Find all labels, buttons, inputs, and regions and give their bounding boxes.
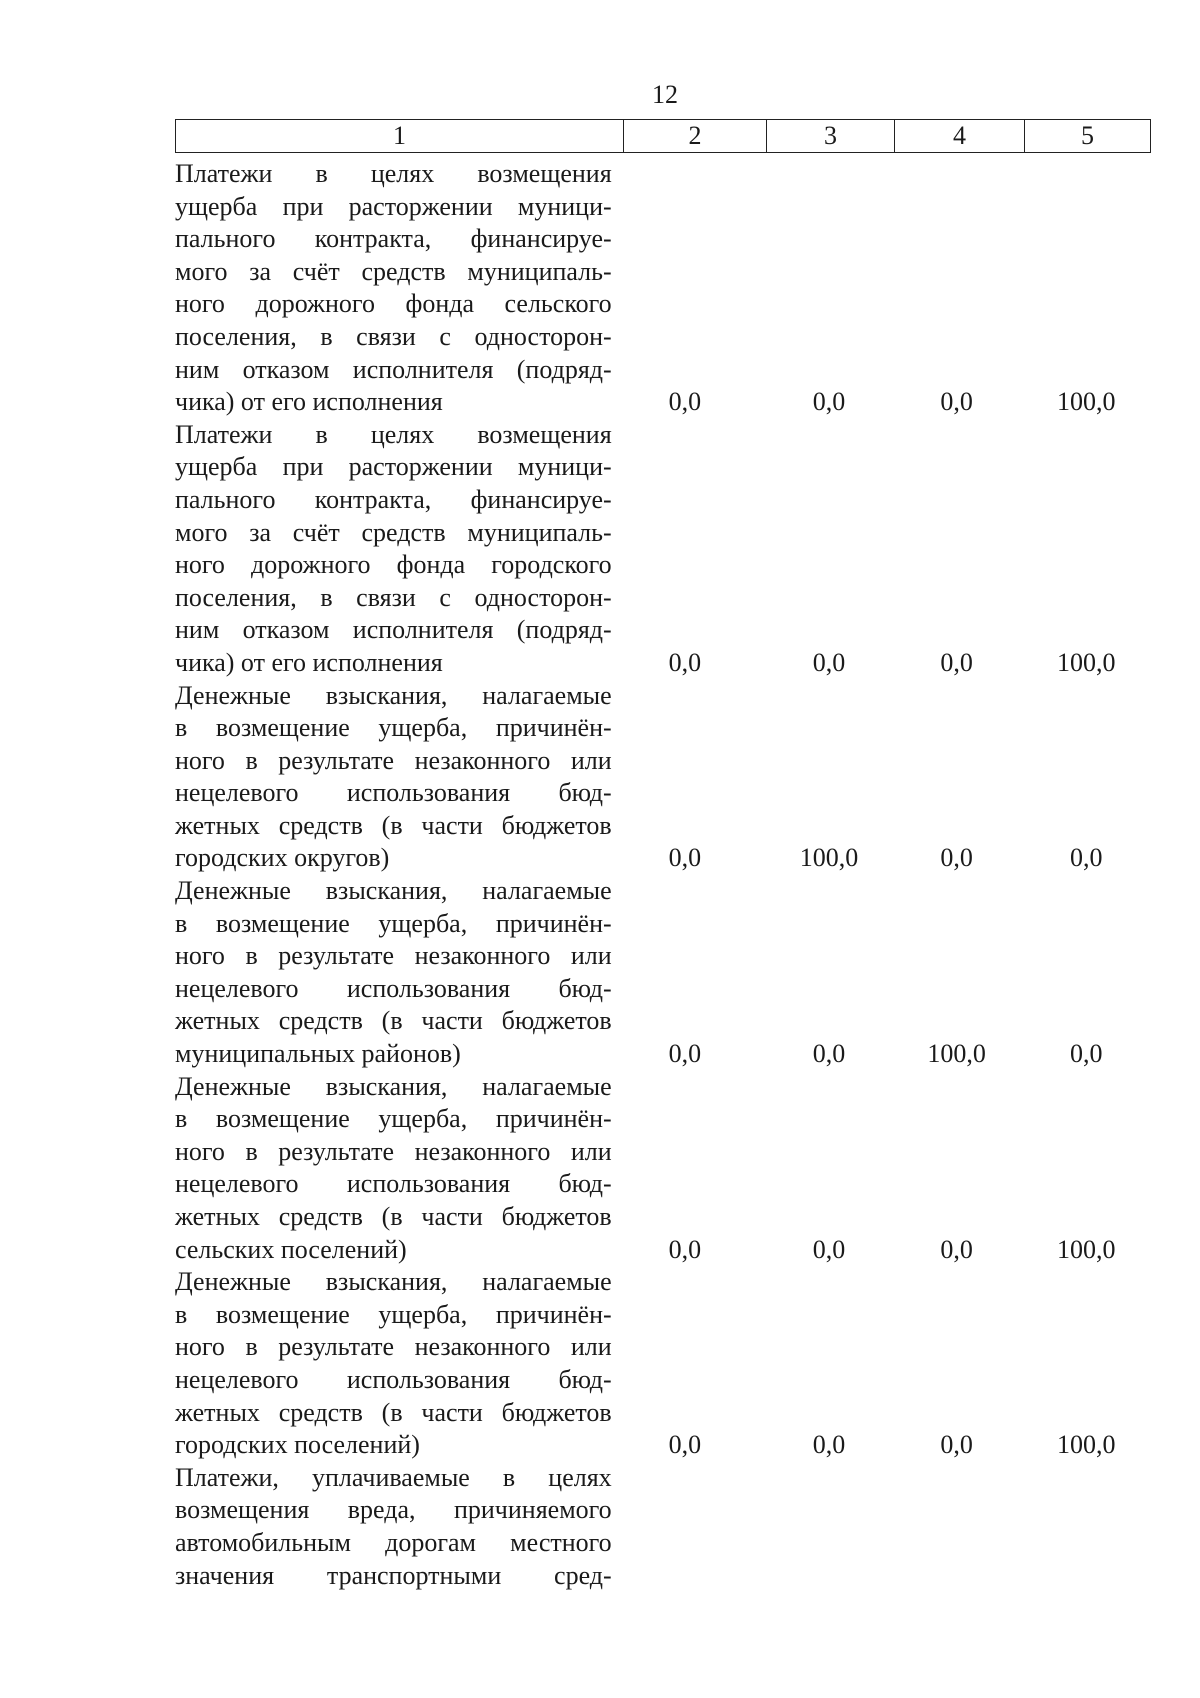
description-line: Денежные взыскания, налагаемые — [175, 1071, 612, 1101]
description-line: поселения, в связи с односторон- — [175, 582, 612, 612]
row-value-col-5: 100,0 — [1056, 647, 1116, 677]
description-line: в возмещение ущерба, причинён- — [175, 713, 612, 743]
description-line: поселения, в связи с односторон- — [175, 321, 612, 351]
row-description — [175, 1462, 612, 1592]
row-value-col-2: 0,0 — [668, 387, 702, 417]
description-line: нецелевого использования бюд- — [175, 973, 612, 1003]
table-row — [175, 875, 1151, 1071]
row-description — [175, 419, 612, 680]
row-value-col-3: 0,0 — [812, 1234, 846, 1264]
header-col-1: 1 — [176, 120, 624, 152]
table-row — [175, 1462, 1151, 1592]
table-row — [175, 419, 1151, 680]
row-value-col-2: 0,0 — [668, 647, 702, 677]
description-line: возмещения вреда, причиняемого — [175, 1495, 612, 1525]
row-description — [175, 158, 612, 419]
description-line: Платежи, уплачиваемые в целях — [175, 1462, 612, 1492]
description-line: городских округов) — [175, 843, 390, 873]
description-line: жетных средств (в части бюджетов — [175, 810, 612, 840]
description-line: в возмещение ущерба, причинён- — [175, 1104, 612, 1134]
description-line: в возмещение ущерба, причинён- — [175, 1299, 612, 1329]
table-row — [175, 1071, 1151, 1267]
description-line: жетных средств (в части бюджетов — [175, 1006, 612, 1036]
description-line: ущерба при расторжении муници- — [175, 191, 612, 221]
row-value-col-4: 0,0 — [940, 1430, 973, 1460]
description-line: мого за счёт средств муниципаль- — [175, 517, 612, 547]
row-value-col-5: 0,0 — [1069, 1039, 1103, 1069]
row-value-col-5: 100,0 — [1056, 387, 1116, 417]
description-line: нецелевого использования бюд- — [175, 1169, 612, 1199]
row-value-col-3: 0,0 — [812, 1039, 846, 1069]
row-value-col-5: 100,0 — [1056, 1234, 1116, 1264]
description-line: ним отказом исполнителя (подряд- — [175, 615, 612, 645]
row-value-col-2: 0,0 — [668, 1234, 702, 1264]
description-line: Платежи в целях возмещения — [175, 419, 612, 449]
description-line: Денежные взыскания, налагаемые — [175, 680, 612, 710]
row-value-col-3: 0,0 — [812, 1430, 846, 1460]
row-value-col-3: 100,0 — [799, 843, 859, 873]
description-line: ного дорожного фонда городского — [175, 550, 612, 580]
table-body — [175, 158, 1151, 1592]
table-row — [175, 1266, 1151, 1462]
row-value-col-5: 0,0 — [1069, 843, 1103, 873]
description-line: жетных средств (в части бюджетов — [175, 1397, 612, 1427]
table-row — [175, 158, 1151, 419]
description-line: ного в результате незаконного или — [175, 1332, 612, 1362]
description-line: нецелевого использования бюд- — [175, 1364, 612, 1394]
description-line: чика) от его исполнения — [175, 387, 443, 417]
header-col-2: 2 — [624, 120, 767, 152]
description-line: Денежные взыскания, налагаемые — [175, 1267, 612, 1297]
row-value-col-4: 0,0 — [940, 1234, 973, 1264]
row-description — [175, 1266, 612, 1462]
description-line: жетных средств (в части бюджетов — [175, 1202, 612, 1231]
description-line: ним отказом исполнителя (подряд- — [175, 354, 612, 384]
row-value-col-4: 0,0 — [940, 843, 973, 873]
table-row — [175, 680, 1151, 876]
row-description — [175, 875, 612, 1071]
row-value-col-3: 0,0 — [812, 387, 846, 417]
description-line: в возмещение ущерба, причинён- — [175, 908, 612, 938]
description-line: пального контракта, финансируе- — [175, 484, 612, 514]
description-line: чика) от его исполнения — [175, 647, 443, 677]
header-col-4: 4 — [895, 120, 1025, 152]
header-col-3: 3 — [767, 120, 895, 152]
description-line: ного в результате незаконного или — [175, 745, 612, 775]
description-line: сельских поселений) — [175, 1234, 407, 1264]
row-value-col-4: 0,0 — [940, 387, 973, 417]
row-value-col-4: 100,0 — [927, 1039, 986, 1069]
row-description — [175, 680, 612, 876]
description-line: мого за счёт средств муниципаль- — [175, 256, 612, 286]
description-line: Денежные взыскания, налагаемые — [175, 876, 612, 906]
row-value-col-2: 0,0 — [668, 1430, 702, 1460]
row-value-col-4: 0,0 — [940, 647, 973, 677]
row-value-col-5: 100,0 — [1056, 1430, 1116, 1460]
description-line: автомобильным дорогам местного — [175, 1527, 612, 1557]
row-value-col-3: 0,0 — [812, 647, 846, 677]
table-header — [175, 119, 1151, 153]
row-value-col-2: 0,0 — [668, 1039, 702, 1069]
header-col-5: 5 — [1081, 121, 1094, 150]
description-line: ного в результате незаконного или — [175, 1136, 612, 1166]
description-line: ного в результате незаконного или — [175, 941, 612, 971]
description-line: значения транспортными сред- — [175, 1560, 612, 1590]
description-line: ного дорожного фонда сельского — [175, 289, 612, 319]
description-line: городских поселений) — [175, 1430, 420, 1460]
description-line: Платежи в целях возмещения — [175, 159, 612, 188]
row-description — [175, 1071, 612, 1267]
description-line: ущерба при расторжении муници- — [175, 452, 612, 482]
description-line: нецелевого использования бюд- — [175, 778, 612, 808]
row-value-col-2: 0,0 — [668, 843, 702, 873]
description-line: пального контракта, финансируе- — [175, 224, 612, 254]
description-line: муниципальных районов) — [175, 1039, 461, 1069]
page-number: 12 — [652, 80, 678, 109]
